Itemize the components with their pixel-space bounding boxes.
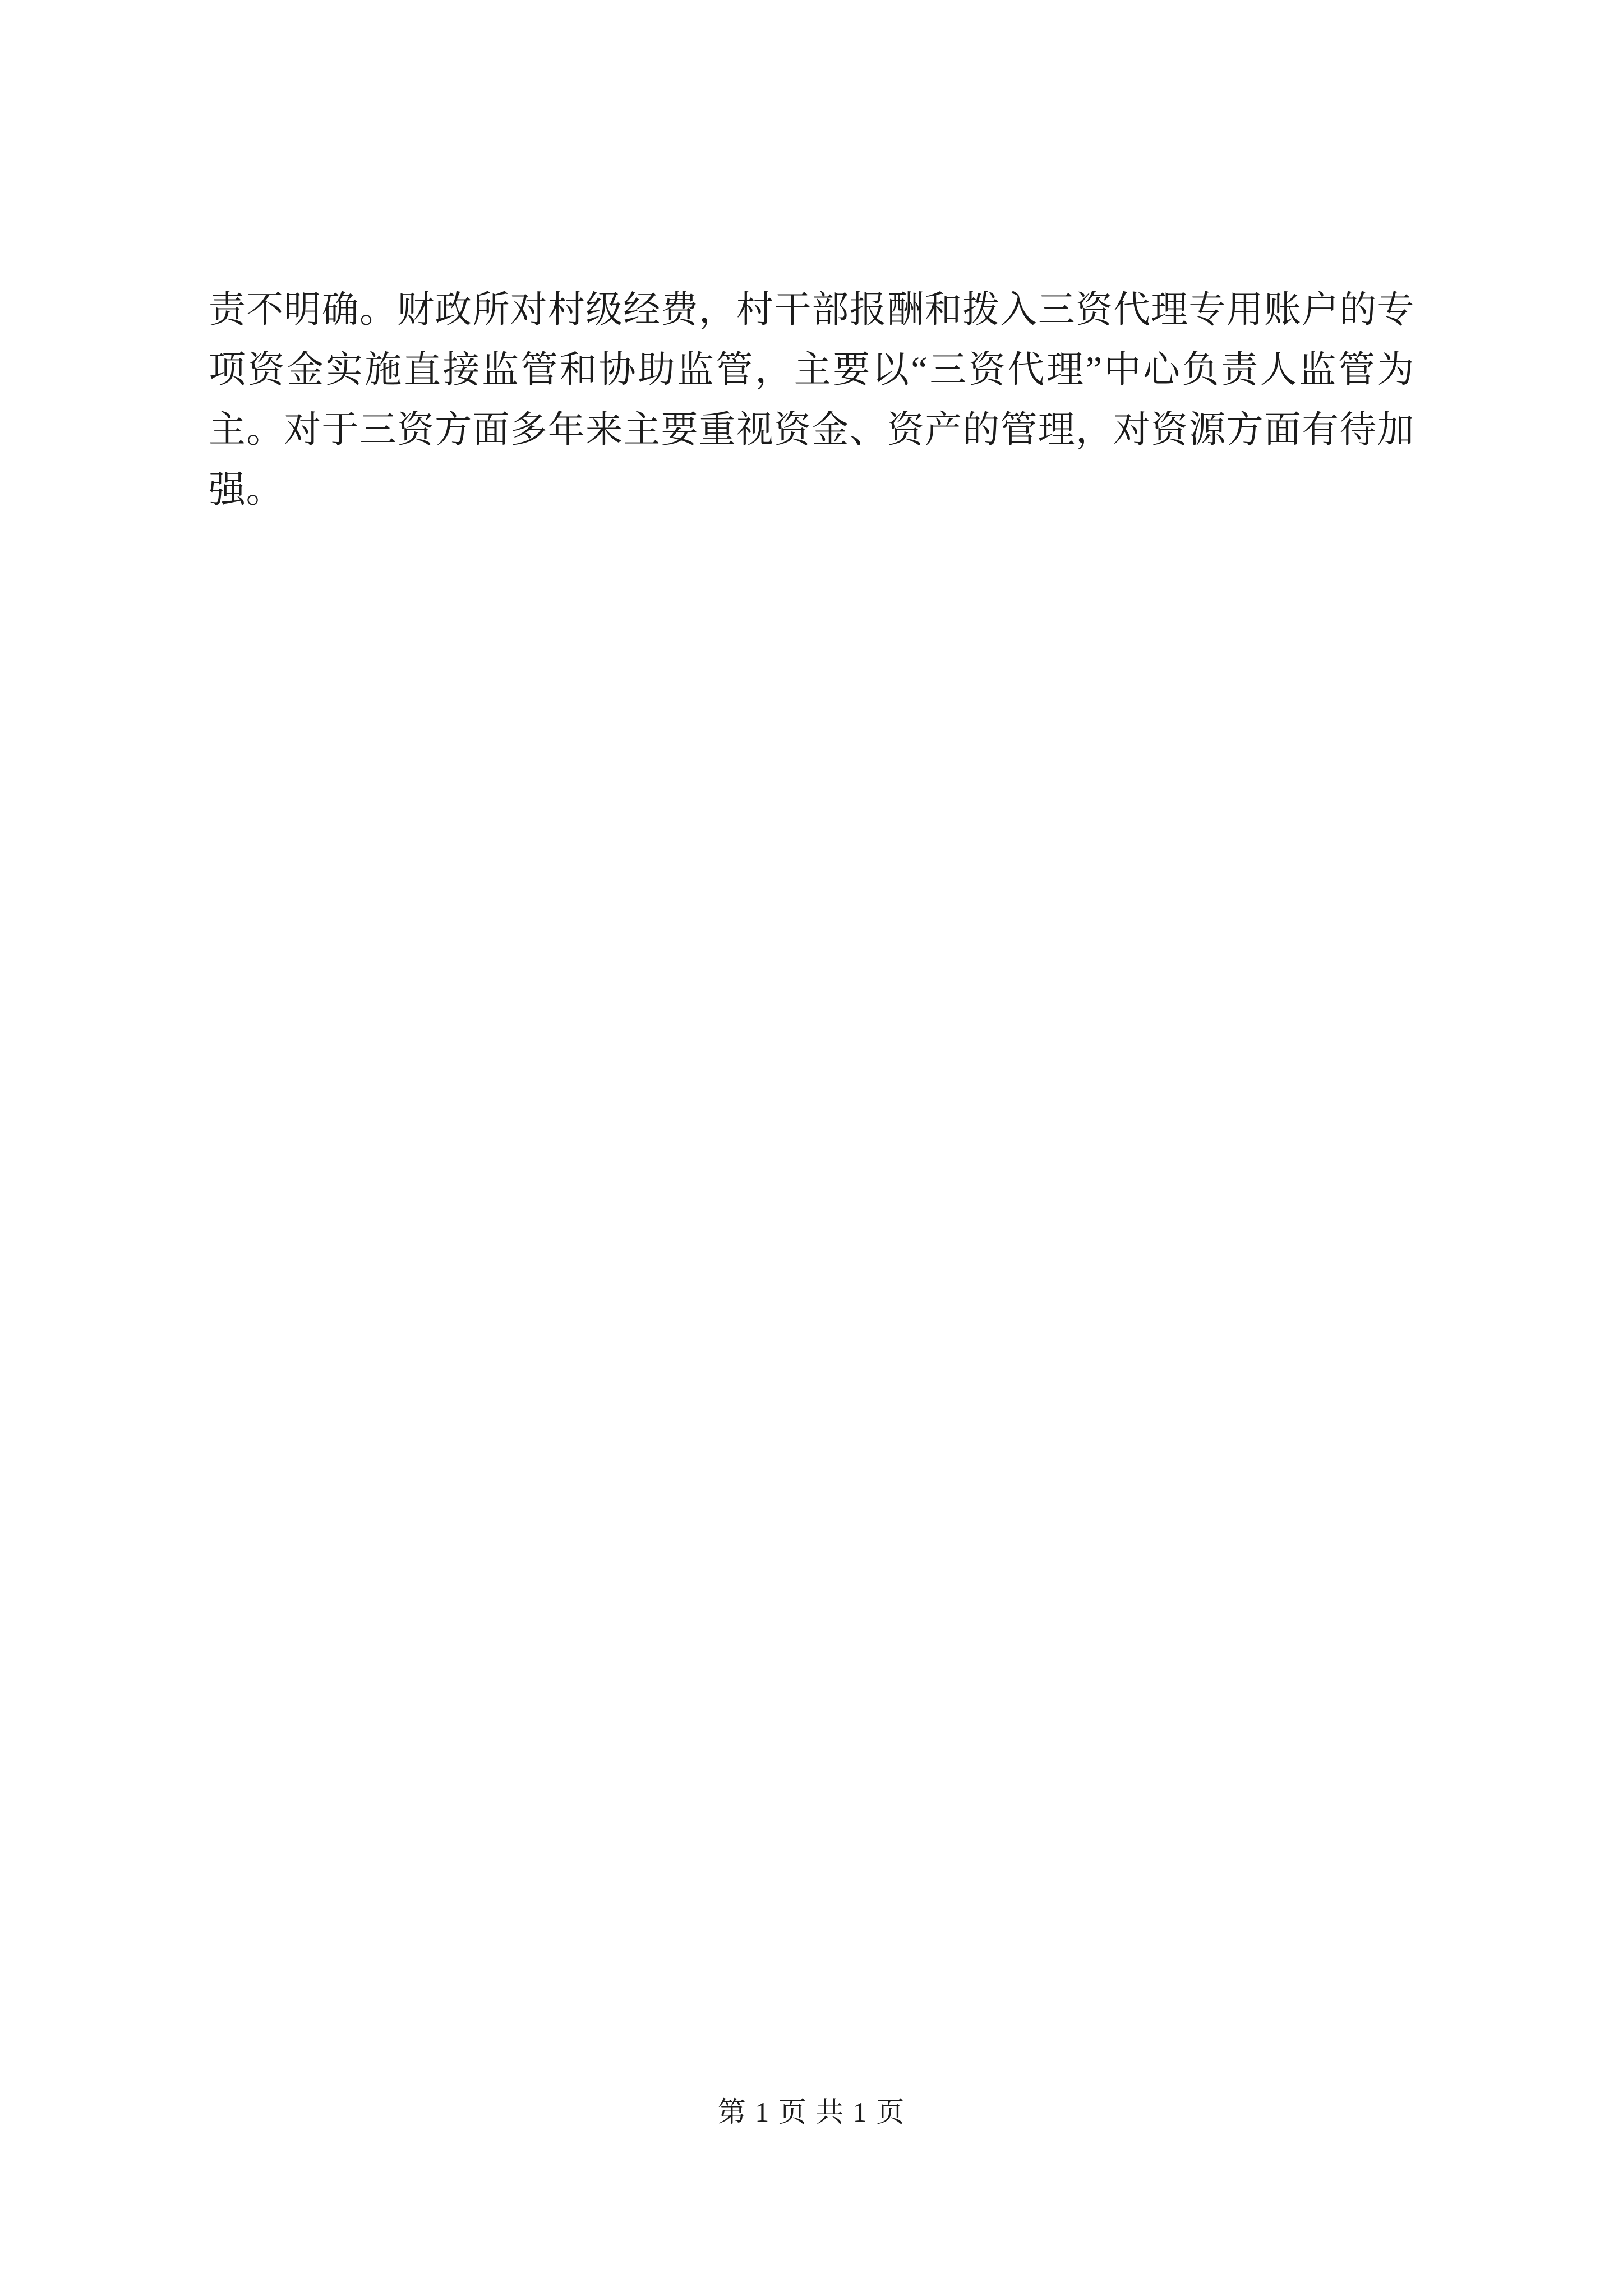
page-number-indicator: 第 1 页 共 1 页 [717, 2096, 906, 2128]
page-footer [0, 2095, 1623, 2129]
body-paragraph: 责不明确。财政所对村级经费，村干部报酬和拨入三资代理专用账户的专项资金实施直接监管和协助监管，主要以“三资代理”中心负责人监管为主。对于三资方面多年来主要重视资金、资产的管理，对资源方面有待加强。 [209, 289, 1414, 510]
document-content-area [209, 280, 1414, 521]
